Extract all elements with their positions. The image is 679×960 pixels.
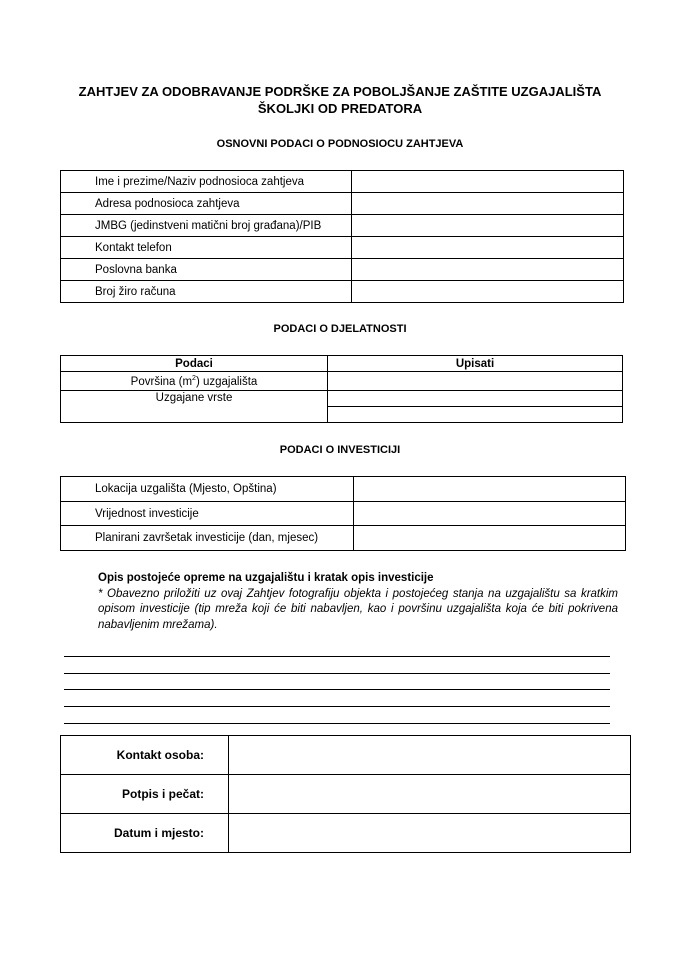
location-field[interactable] bbox=[354, 477, 626, 502]
applicant-account-label: Broj žiro računa bbox=[61, 281, 352, 303]
title-line-1: ZAHTJEV ZA ODOBRAVANJE PODRŠKE ZA POBOLJŠANJE ZAŠTITE UZGAJALIŠTA bbox=[78, 84, 602, 99]
writing-line[interactable] bbox=[64, 690, 610, 707]
writing-line[interactable] bbox=[64, 657, 610, 674]
signature-table bbox=[60, 735, 631, 853]
applicant-phone-field[interactable] bbox=[352, 237, 624, 259]
description-block bbox=[98, 571, 618, 633]
signature-stamp-label: Potpis i pečat: bbox=[61, 775, 229, 814]
date-place-label: Datum i mjesto: bbox=[61, 814, 229, 853]
date-place-field[interactable] bbox=[229, 814, 631, 853]
species-field-2[interactable] bbox=[328, 407, 623, 423]
completion-date-label: Planirani završetak investicije (dan, mjesec) bbox=[61, 526, 354, 551]
applicant-jmbg-field[interactable] bbox=[352, 215, 624, 237]
contact-person-field[interactable] bbox=[229, 736, 631, 775]
applicant-table bbox=[60, 170, 624, 303]
species-label: Uzgajane vrste bbox=[61, 391, 328, 423]
section-investment-title: PODACI O INVESTICIJI bbox=[279, 444, 401, 456]
area-label: Površina $(m^2)$ uzgajališta bbox=[61, 372, 328, 391]
applicant-address-field[interactable] bbox=[352, 193, 624, 215]
investment-table bbox=[60, 476, 626, 551]
applicant-bank-field[interactable] bbox=[352, 259, 624, 281]
description-heading: Opis postojeće opreme na uzgajalištu i kratak opis investicije bbox=[98, 572, 434, 584]
title-line-2: ŠKOLJKI OD PREDATORA bbox=[257, 101, 423, 116]
description-note: * Obavezno priložiti uz ovaj Zahtjev fotografiju objekta i postojećeg stanja na uzgajalištu sa kratkim opisom investicije (tip mreža koji će biti nabavljen, kao i površinu uzgajališta koja će biti pokrivena nabavljenim mrežama). bbox=[98, 587, 618, 631]
applicant-phone-label: Kontakt telefon bbox=[61, 237, 352, 259]
location-label: Lokacija uzgališta (Mjesto, Opština) bbox=[61, 477, 354, 502]
writing-line[interactable] bbox=[64, 640, 610, 657]
document-title bbox=[60, 83, 620, 117]
section-applicant-title: OSNOVNI PODACI O PODNOSIOCU ZAHTJEVA bbox=[216, 138, 464, 150]
applicant-account-field[interactable] bbox=[352, 281, 624, 303]
applicant-bank-label: Poslovna banka bbox=[61, 259, 352, 281]
activity-table bbox=[60, 355, 623, 423]
signature-stamp-field[interactable] bbox=[229, 775, 631, 814]
investment-value-label: Vrijednost investicije bbox=[61, 502, 354, 526]
species-field-1[interactable] bbox=[328, 391, 623, 407]
description-writing-lines[interactable] bbox=[64, 640, 610, 724]
applicant-name-label: Ime i prezime/Naziv podnosioca zahtjeva bbox=[61, 171, 352, 193]
section-activity-title: PODACI O DJELATNOSTI bbox=[273, 323, 407, 335]
investment-value-field[interactable] bbox=[354, 502, 626, 526]
writing-line[interactable] bbox=[64, 674, 610, 691]
col-podaci-header: Podaci bbox=[61, 356, 328, 372]
col-upisati-header: Upisati bbox=[328, 356, 623, 372]
applicant-jmbg-label: JMBG (jedinstveni matični broj građana)/PIB bbox=[61, 215, 352, 237]
contact-person-label: Kontakt osoba: bbox=[61, 736, 229, 775]
writing-line[interactable] bbox=[64, 707, 610, 724]
completion-date-field[interactable] bbox=[354, 526, 626, 551]
applicant-address-label: Adresa podnosioca zahtjeva bbox=[61, 193, 352, 215]
area-field[interactable] bbox=[328, 372, 623, 391]
applicant-name-field[interactable] bbox=[352, 171, 624, 193]
